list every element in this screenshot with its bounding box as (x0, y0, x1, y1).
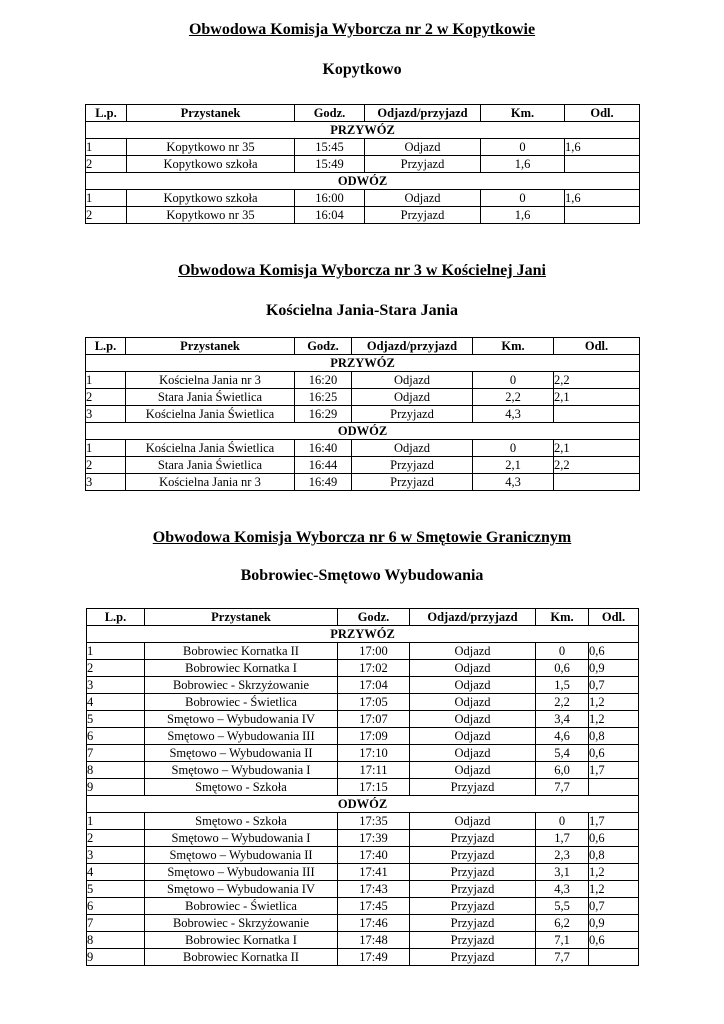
cell-time: 17:41 (338, 864, 410, 881)
cell-time: 16:04 (295, 207, 365, 224)
cell-direction: Przyjazd (410, 898, 536, 915)
cell-distance (565, 207, 640, 224)
cell-km: 4,3 (473, 406, 554, 423)
cell-km: 0 (481, 139, 565, 156)
column-header: Przystanek (145, 609, 338, 626)
cell-time: 17:02 (338, 660, 410, 677)
table-row (87, 694, 639, 711)
cell-time: 17:05 (338, 694, 410, 711)
cell-time: 16:49 (295, 474, 352, 491)
table-row (87, 745, 639, 762)
cell-stop: Smętowo – Wybudowania IV (145, 711, 338, 728)
section-3-route: Bobrowiec-Smętowo Wybudowania (240, 567, 484, 584)
column-header: Km. (481, 105, 565, 122)
cell-time: 17:48 (338, 932, 410, 949)
cell-lp: 1 (86, 139, 127, 156)
cell-direction: Odjazd (410, 762, 536, 779)
cell-distance: 0,7 (589, 677, 639, 694)
cell-stop: Bobrowiec Kornatka II (145, 949, 338, 966)
group-label: ODWÓZ (86, 423, 640, 440)
cell-stop: Kopytkowo nr 35 (127, 207, 295, 224)
cell-distance: 0,6 (589, 643, 639, 660)
cell-distance: 0,6 (589, 745, 639, 762)
cell-stop: Bobrowiec Kornatka II (145, 643, 338, 660)
column-header: L.p. (87, 609, 145, 626)
cell-km: 2,1 (473, 457, 554, 474)
column-header: Godz. (295, 338, 352, 355)
table-row (87, 949, 639, 966)
cell-stop: Bobrowiec - Skrzyżowanie (145, 915, 338, 932)
cell-km: 0 (473, 440, 554, 457)
cell-time: 16:29 (295, 406, 352, 423)
column-header: Odl. (589, 609, 639, 626)
cell-lp: 7 (87, 745, 145, 762)
cell-stop: Bobrowiec - Skrzyżowanie (145, 677, 338, 694)
header-row (86, 338, 640, 355)
cell-stop: Kościelna Jania nr 3 (126, 474, 295, 491)
header-row (87, 609, 639, 626)
group-row (87, 796, 639, 813)
column-header: Odjazd/przyjazd (365, 105, 481, 122)
cell-distance (554, 406, 640, 423)
cell-stop: Kościelna Jania Świetlica (126, 406, 295, 423)
cell-distance: 1,2 (589, 881, 639, 898)
cell-direction: Odjazd (410, 660, 536, 677)
cell-direction: Odjazd (365, 190, 481, 207)
cell-time: 15:45 (295, 139, 365, 156)
cell-direction: Odjazd (410, 813, 536, 830)
cell-lp: 1 (86, 190, 127, 207)
cell-lp: 2 (87, 830, 145, 847)
cell-lp: 3 (86, 474, 126, 491)
cell-distance: 2,1 (554, 440, 640, 457)
section-1-title: Obwodowa Komisja Wyborcza nr 2 w Kopytkowie (188, 21, 536, 38)
table-row (86, 406, 640, 423)
cell-distance (554, 474, 640, 491)
cell-km: 3,4 (536, 711, 589, 728)
cell-km: 0 (473, 372, 554, 389)
cell-distance: 2,1 (554, 389, 640, 406)
cell-stop: Smętowo - Szkoła (145, 779, 338, 796)
cell-direction: Przyjazd (352, 406, 473, 423)
cell-time: 16:40 (295, 440, 352, 457)
column-header: Odl. (565, 105, 640, 122)
group-row (86, 173, 640, 190)
cell-stop: Bobrowiec - Świetlica (145, 694, 338, 711)
table-row (86, 139, 640, 156)
column-header: Km. (473, 338, 554, 355)
cell-time: 16:20 (295, 372, 352, 389)
cell-stop: Smętowo – Wybudowania II (145, 847, 338, 864)
cell-direction: Przyjazd (365, 207, 481, 224)
group-label: ODWÓZ (86, 173, 640, 190)
cell-time: 17:07 (338, 711, 410, 728)
cell-direction: Odjazd (410, 745, 536, 762)
cell-distance: 2,2 (554, 457, 640, 474)
cell-lp: 3 (87, 677, 145, 694)
column-header: Odl. (554, 338, 640, 355)
cell-direction: Przyjazd (410, 915, 536, 932)
section-1-table (85, 104, 640, 224)
cell-stop: Kopytkowo szkoła (127, 190, 295, 207)
cell-km: 4,3 (473, 474, 554, 491)
header-row (86, 105, 640, 122)
cell-distance: 0,7 (589, 898, 639, 915)
cell-direction: Przyjazd (410, 779, 536, 796)
cell-stop: Smętowo – Wybudowania I (145, 762, 338, 779)
cell-km: 6,0 (536, 762, 589, 779)
table-row (86, 457, 640, 474)
cell-direction: Odjazd (410, 643, 536, 660)
section-3-title: Obwodowa Komisja Wyborcza nr 6 w Smętowie Granicznym (152, 529, 572, 546)
cell-stop: Smętowo – Wybudowania III (145, 864, 338, 881)
cell-distance (589, 779, 639, 796)
group-row (86, 355, 640, 372)
table-row (87, 728, 639, 745)
table-row (87, 643, 639, 660)
cell-lp: 3 (86, 406, 126, 423)
cell-direction: Odjazd (352, 440, 473, 457)
cell-stop: Smętowo – Wybudowania IV (145, 881, 338, 898)
column-header: Km. (536, 609, 589, 626)
section-1-route: Kopytkowo (322, 61, 402, 78)
cell-distance: 2,2 (554, 372, 640, 389)
cell-direction: Odjazd (410, 694, 536, 711)
cell-direction: Przyjazd (352, 474, 473, 491)
cell-time: 17:43 (338, 881, 410, 898)
cell-lp: 2 (86, 207, 127, 224)
group-label: PRZYWÓZ (87, 626, 639, 643)
cell-direction: Przyjazd (410, 881, 536, 898)
cell-distance: 1,7 (589, 762, 639, 779)
cell-time: 16:44 (295, 457, 352, 474)
cell-km: 0,6 (536, 660, 589, 677)
table-row (86, 156, 640, 173)
cell-time: 17:15 (338, 779, 410, 796)
group-label: PRZYWÓZ (86, 355, 640, 372)
cell-time: 15:49 (295, 156, 365, 173)
cell-direction: Przyjazd (365, 156, 481, 173)
cell-direction: Przyjazd (410, 949, 536, 966)
cell-stop: Bobrowiec Kornatka I (145, 932, 338, 949)
cell-stop: Bobrowiec - Świetlica (145, 898, 338, 915)
cell-distance: 0,9 (589, 660, 639, 677)
cell-km: 4,6 (536, 728, 589, 745)
cell-stop: Kościelna Jania Świetlica (126, 440, 295, 457)
cell-km: 0 (536, 813, 589, 830)
cell-distance: 1,2 (589, 864, 639, 881)
table-row (87, 762, 639, 779)
table-row (86, 474, 640, 491)
cell-time: 17:39 (338, 830, 410, 847)
cell-km: 1,6 (481, 207, 565, 224)
cell-time: 17:45 (338, 898, 410, 915)
table-row (87, 932, 639, 949)
section-3-table (86, 608, 639, 966)
table-row (87, 915, 639, 932)
cell-km: 1,5 (536, 677, 589, 694)
cell-lp: 2 (86, 156, 127, 173)
cell-stop: Smętowo – Wybudowania I (145, 830, 338, 847)
cell-distance (589, 949, 639, 966)
cell-direction: Odjazd (352, 372, 473, 389)
cell-time: 16:25 (295, 389, 352, 406)
cell-stop: Bobrowiec Kornatka I (145, 660, 338, 677)
column-header: Odjazd/przyjazd (410, 609, 536, 626)
cell-km: 7,1 (536, 932, 589, 949)
cell-time: 17:04 (338, 677, 410, 694)
cell-time: 17:00 (338, 643, 410, 660)
cell-km: 2,3 (536, 847, 589, 864)
cell-lp: 8 (87, 762, 145, 779)
cell-stop: Kopytkowo szkoła (127, 156, 295, 173)
cell-lp: 4 (87, 864, 145, 881)
cell-direction: Przyjazd (410, 864, 536, 881)
cell-lp: 5 (87, 881, 145, 898)
column-header: Przystanek (127, 105, 295, 122)
cell-lp: 4 (87, 694, 145, 711)
cell-distance: 0,8 (589, 847, 639, 864)
cell-direction: Odjazd (410, 711, 536, 728)
table-row (87, 830, 639, 847)
cell-stop: Stara Jania Świetlica (126, 457, 295, 474)
cell-time: 17:11 (338, 762, 410, 779)
group-row (86, 423, 640, 440)
group-row (87, 626, 639, 643)
cell-km: 4,3 (536, 881, 589, 898)
cell-distance: 1,6 (565, 190, 640, 207)
table-row (87, 677, 639, 694)
cell-km: 7,7 (536, 949, 589, 966)
cell-direction: Przyjazd (352, 457, 473, 474)
section-2-table (85, 337, 640, 491)
table-row (87, 898, 639, 915)
cell-lp: 2 (86, 389, 126, 406)
cell-km: 5,4 (536, 745, 589, 762)
cell-lp: 2 (86, 457, 126, 474)
cell-time: 17:40 (338, 847, 410, 864)
cell-km: 5,5 (536, 898, 589, 915)
table-row (87, 813, 639, 830)
column-header: Godz. (338, 609, 410, 626)
column-header: Odjazd/przyjazd (352, 338, 473, 355)
group-label: PRZYWÓZ (86, 122, 640, 139)
cell-distance: 1,2 (589, 711, 639, 728)
cell-time: 17:10 (338, 745, 410, 762)
cell-stop: Smętowo - Szkoła (145, 813, 338, 830)
cell-km: 1,7 (536, 830, 589, 847)
cell-lp: 6 (87, 728, 145, 745)
table-row (87, 711, 639, 728)
cell-direction: Odjazd (410, 677, 536, 694)
section-2-title: Obwodowa Komisja Wyborcza nr 3 w Kościelnej Jani (178, 262, 546, 279)
table-row (86, 190, 640, 207)
cell-lp: 1 (87, 813, 145, 830)
cell-lp: 2 (87, 660, 145, 677)
table-row (87, 779, 639, 796)
cell-distance: 1,2 (589, 694, 639, 711)
cell-time: 17:35 (338, 813, 410, 830)
cell-lp: 1 (87, 643, 145, 660)
cell-distance: 0,6 (589, 830, 639, 847)
table-row (86, 389, 640, 406)
cell-lp: 9 (87, 779, 145, 796)
cell-lp: 6 (87, 898, 145, 915)
cell-direction: Przyjazd (410, 932, 536, 949)
cell-km: 2,2 (473, 389, 554, 406)
cell-lp: 9 (87, 949, 145, 966)
cell-stop: Kościelna Jania nr 3 (126, 372, 295, 389)
cell-stop: Smętowo – Wybudowania III (145, 728, 338, 745)
cell-time: 17:46 (338, 915, 410, 932)
cell-lp: 1 (86, 372, 126, 389)
cell-direction: Odjazd (365, 139, 481, 156)
cell-distance: 1,6 (565, 139, 640, 156)
cell-km: 3,1 (536, 864, 589, 881)
table-row (87, 847, 639, 864)
table-row (87, 881, 639, 898)
cell-direction: Odjazd (410, 728, 536, 745)
cell-lp: 8 (87, 932, 145, 949)
cell-direction: Przyjazd (410, 847, 536, 864)
cell-km: 7,7 (536, 779, 589, 796)
cell-lp: 3 (87, 847, 145, 864)
section-2-route: Kościelna Jania-Stara Jania (265, 302, 458, 319)
table-row (86, 372, 640, 389)
table-row (87, 660, 639, 677)
cell-stop: Stara Jania Świetlica (126, 389, 295, 406)
cell-stop: Kopytkowo nr 35 (127, 139, 295, 156)
cell-distance: 0,8 (589, 728, 639, 745)
cell-lp: 1 (86, 440, 126, 457)
cell-stop: Smętowo – Wybudowania II (145, 745, 338, 762)
column-header: Godz. (295, 105, 365, 122)
cell-km: 6,2 (536, 915, 589, 932)
cell-km: 2,2 (536, 694, 589, 711)
cell-lp: 5 (87, 711, 145, 728)
cell-time: 17:49 (338, 949, 410, 966)
cell-time: 17:09 (338, 728, 410, 745)
cell-distance (565, 156, 640, 173)
table-row (86, 207, 640, 224)
table-row (86, 440, 640, 457)
column-header: L.p. (86, 338, 126, 355)
column-header: L.p. (86, 105, 127, 122)
cell-time: 16:00 (295, 190, 365, 207)
cell-distance: 1,7 (589, 813, 639, 830)
cell-lp: 7 (87, 915, 145, 932)
group-label: ODWÓZ (87, 796, 639, 813)
cell-direction: Przyjazd (410, 830, 536, 847)
cell-km: 0 (536, 643, 589, 660)
cell-km: 1,6 (481, 156, 565, 173)
cell-distance: 0,9 (589, 915, 639, 932)
table-row (87, 864, 639, 881)
cell-km: 0 (481, 190, 565, 207)
cell-distance: 0,6 (589, 932, 639, 949)
cell-direction: Odjazd (352, 389, 473, 406)
group-row (86, 122, 640, 139)
column-header: Przystanek (126, 338, 295, 355)
